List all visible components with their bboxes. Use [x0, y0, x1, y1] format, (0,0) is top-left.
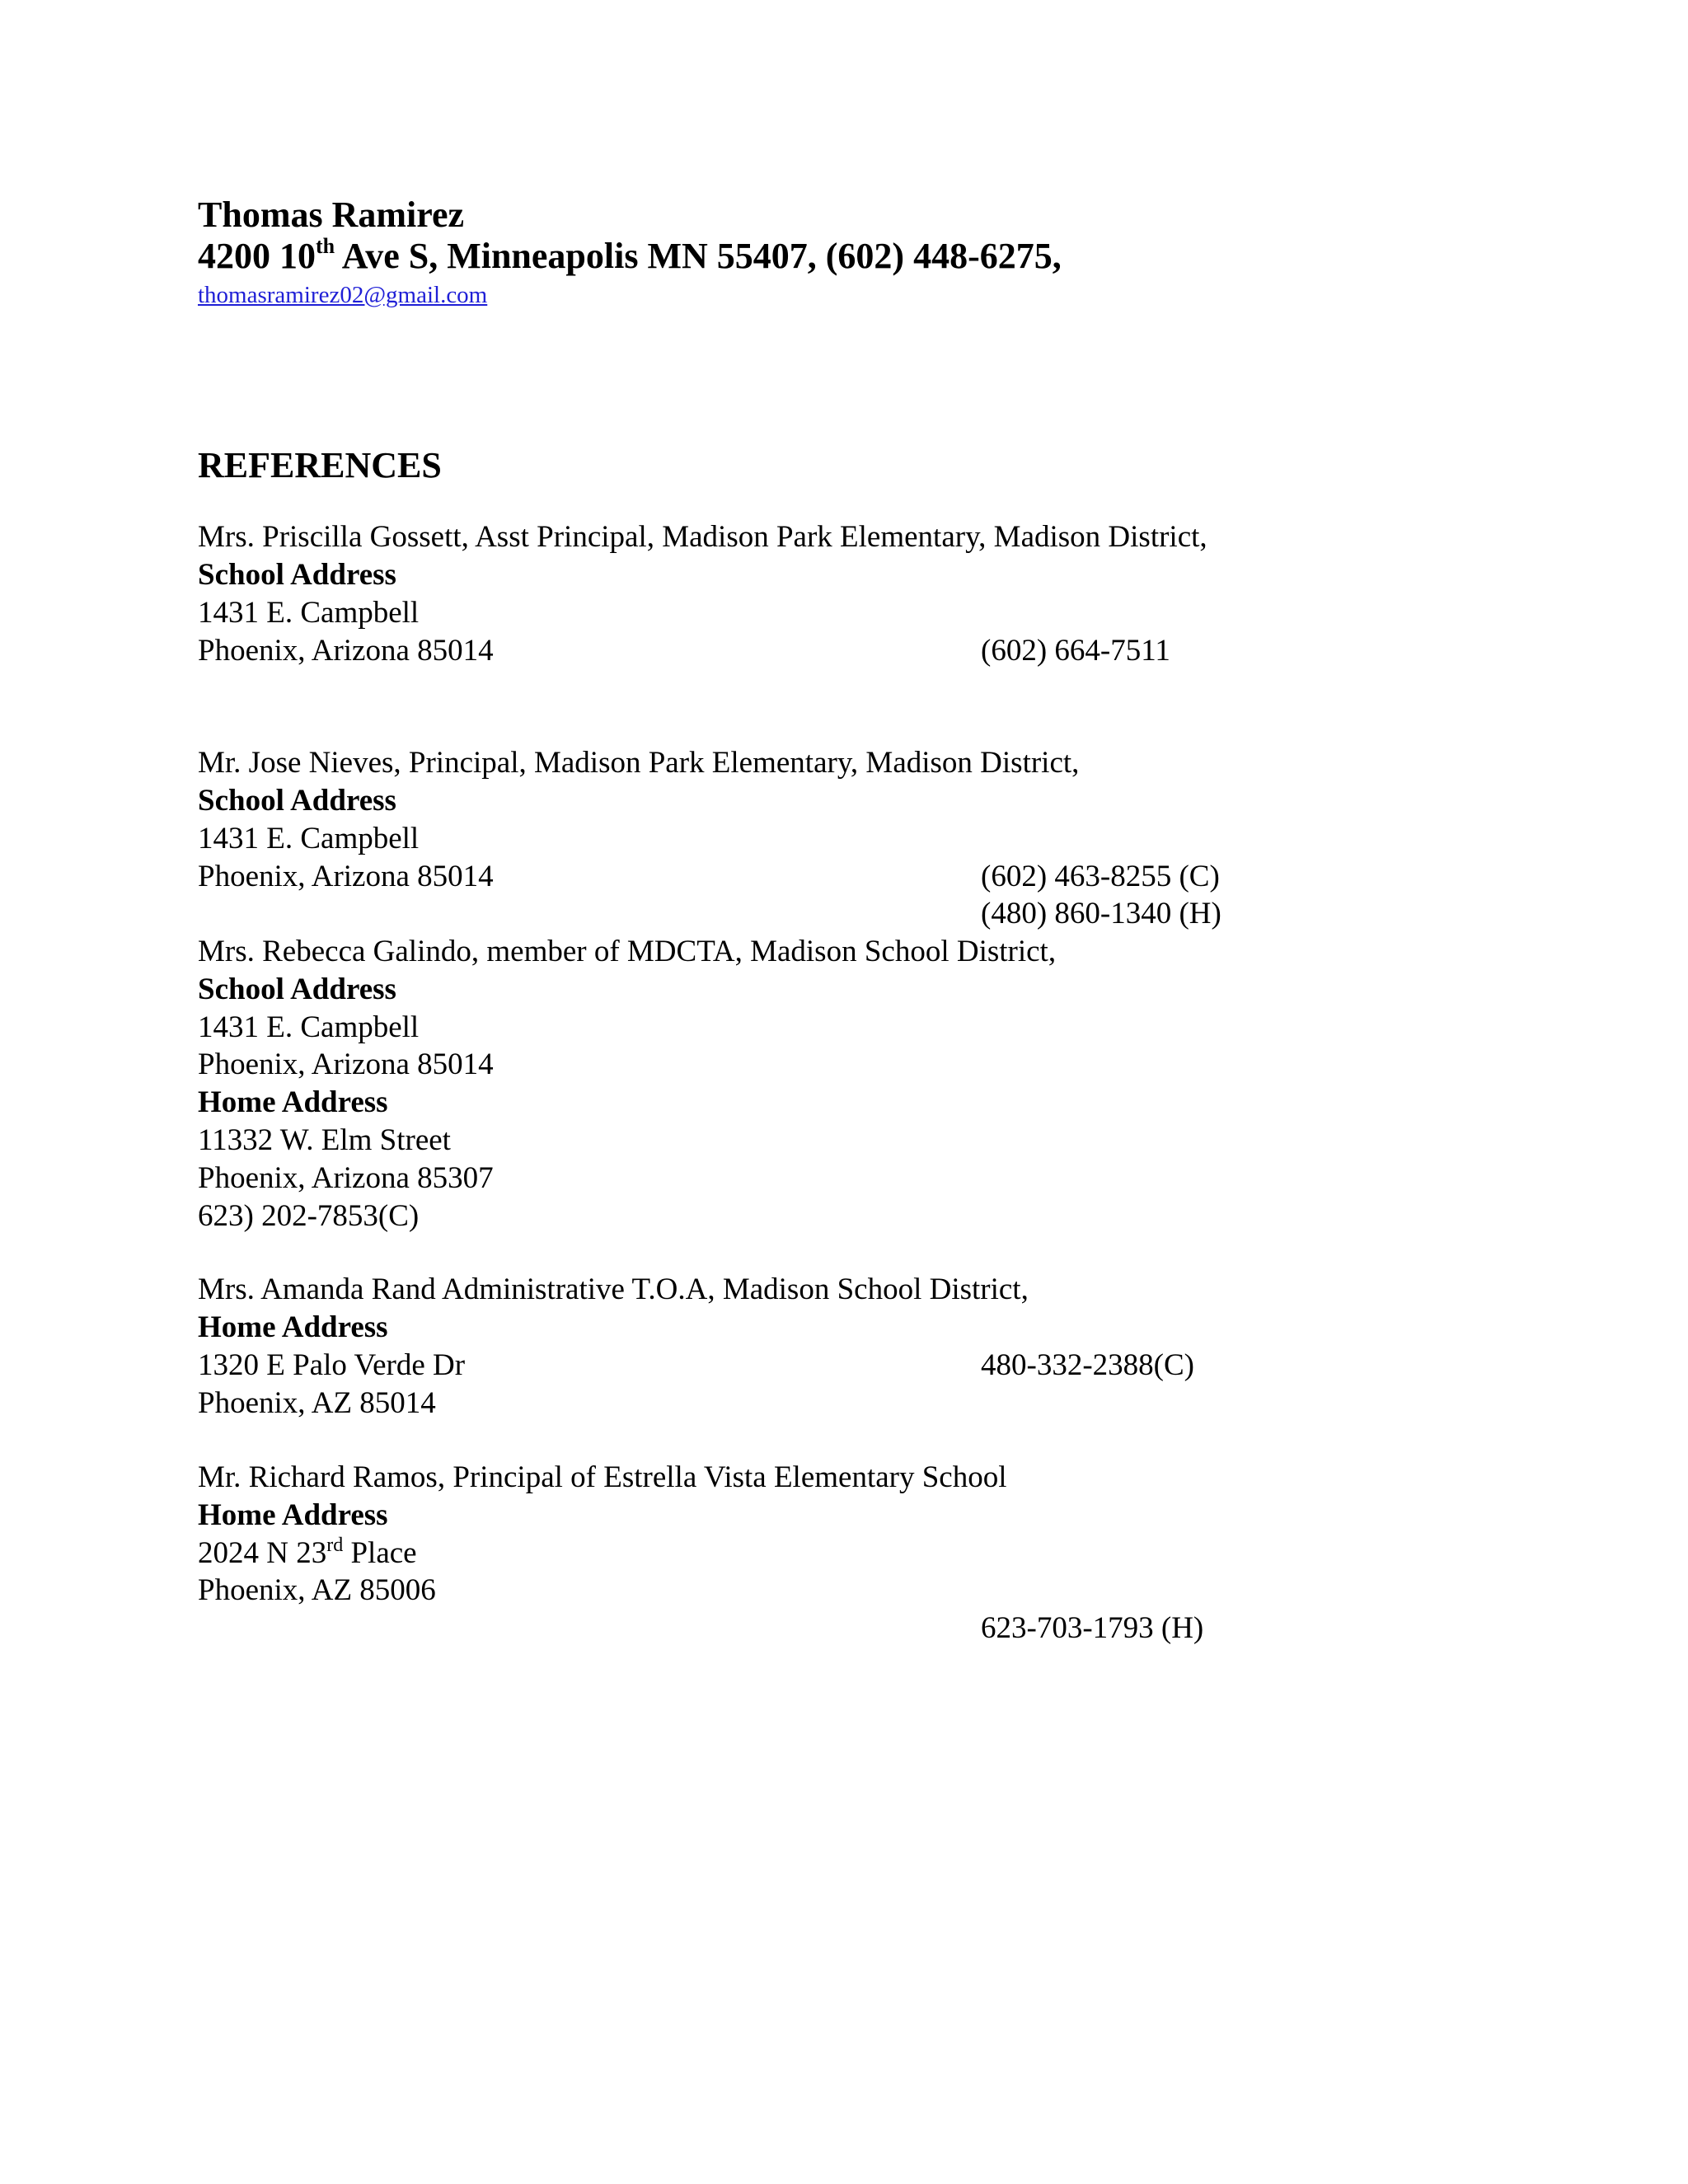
reference-3-home-street: 11332 W. Elm Street [198, 1123, 451, 1157]
street-number: 2024 N 23 [198, 1536, 327, 1570]
applicant-name: Thomas Ramirez [198, 194, 465, 235]
reference-1-address-label: School Address [198, 558, 396, 592]
reference-1-title: Mrs. Priscilla Gossett, Asst Principal, Madison Park Elementary, Madison District, [198, 520, 1207, 554]
reference-5-home-label: Home Address [198, 1498, 388, 1532]
reference-3-school-label: School Address [198, 972, 396, 1006]
email-link[interactable]: thomasramirez02@gmail.com [198, 282, 488, 308]
references-heading: REFERENCES [198, 445, 442, 485]
reference-2-phone-cell: (602) 463-8255 (C) [981, 860, 1220, 893]
reference-1-street: 1431 E. Campbell [198, 596, 420, 630]
reference-2-address-label: School Address [198, 784, 396, 818]
street-rest: Place [343, 1536, 417, 1570]
reference-2-title: Mr. Jose Nieves, Principal, Madison Park Elementary, Madison District, [198, 746, 1080, 780]
reference-5-phone: 623-703-1793 (H) [981, 1611, 1204, 1645]
reference-3-phone: 623) 202-7853(C) [198, 1199, 420, 1233]
reference-4-street: 1320 E Palo Verde Dr [198, 1348, 466, 1382]
reference-3-home-label: Home Address [198, 1085, 388, 1119]
reference-5-street [198, 1535, 417, 1572]
reference-2-street: 1431 E. Campbell [198, 822, 420, 855]
reference-3-school-city: Phoenix, Arizona 85014 [198, 1047, 494, 1081]
reference-3-school-street: 1431 E. Campbell [198, 1010, 420, 1044]
reference-3-home-city: Phoenix, Arizona 85307 [198, 1161, 494, 1195]
address-ordinal: th [316, 234, 335, 258]
reference-1-phone: (602) 664-7511 [981, 634, 1170, 668]
reference-3-title: Mrs. Rebecca Galindo, member of MDCTA, Madison School District, [198, 935, 1057, 968]
reference-4-title: Mrs. Amanda Rand Administrative T.O.A, Madison School District, [198, 1272, 1029, 1306]
street-ordinal: rd [326, 1535, 344, 1556]
reference-4-city: Phoenix, AZ 85014 [198, 1386, 436, 1420]
applicant-address [198, 236, 1062, 277]
address-number: 4200 10 [198, 236, 316, 276]
reference-4-home-label: Home Address [198, 1310, 388, 1344]
reference-5-title: Mr. Richard Ramos, Principal of Estrella Vista Elementary School [198, 1460, 1007, 1494]
address-rest: Ave S, Minneapolis MN 55407, (602) 448-6275, [335, 236, 1062, 276]
reference-4-phone: 480-332-2388(C) [981, 1348, 1194, 1382]
reference-5-city: Phoenix, AZ 85006 [198, 1573, 436, 1607]
reference-1-city: Phoenix, Arizona 85014 [198, 634, 494, 668]
reference-2-city: Phoenix, Arizona 85014 [198, 860, 494, 893]
resume-header [198, 194, 1062, 312]
reference-2-phone-home: (480) 860-1340 (H) [981, 897, 1221, 930]
